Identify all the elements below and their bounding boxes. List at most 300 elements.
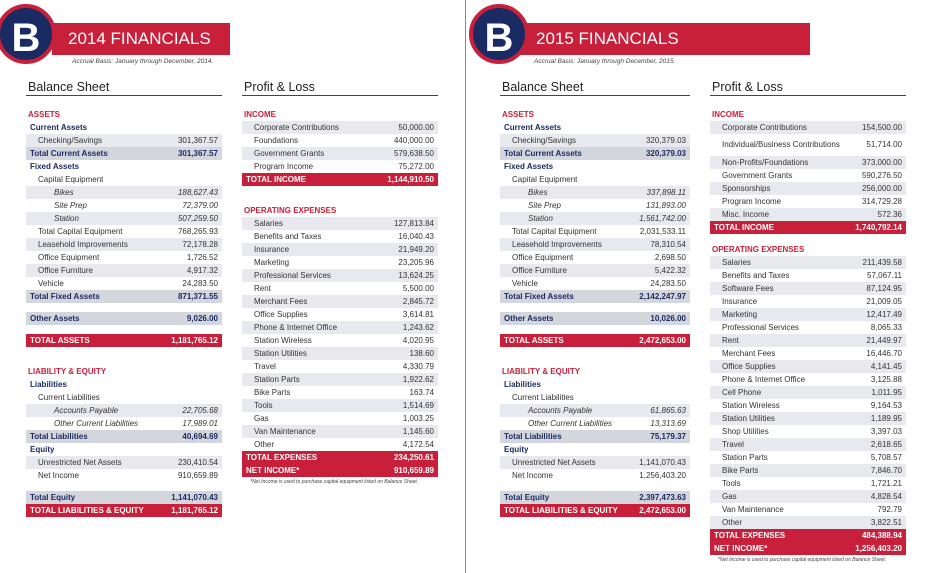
subtotal-row (500, 147, 690, 160)
row-value: 61,865.63 (650, 406, 686, 415)
table-row (710, 295, 906, 308)
row-label: Phone & Internet Office (254, 323, 338, 332)
total-row (242, 451, 438, 464)
row-label: Equity (504, 445, 529, 454)
subtotal-row (26, 491, 222, 504)
row-value: 1,145.60 (402, 427, 434, 436)
row-label: TOTAL INCOME (246, 175, 306, 184)
row-label: Software Fees (722, 284, 774, 293)
table-row (242, 438, 438, 451)
table-row (26, 404, 222, 417)
row-label: Site Prep (54, 201, 87, 210)
profit-loss-title: Profit & Loss (242, 80, 438, 96)
row-spacer (26, 347, 222, 356)
row-value: 211,439.58 (862, 258, 902, 267)
row-value: 507,259.50 (177, 214, 218, 223)
section-heading: OPERATING EXPENSES (244, 206, 337, 215)
table-row (500, 264, 690, 277)
table-row (500, 225, 690, 238)
row-value: 1,189.95 (870, 414, 902, 423)
row-spacer (500, 325, 690, 334)
table-row (242, 217, 438, 230)
table-row (26, 378, 222, 391)
row-value: 2,472,653.00 (639, 336, 686, 345)
subtotal-row (500, 430, 690, 443)
row-value: 301,367.57 (177, 149, 218, 158)
row-label: Bikes (528, 188, 548, 197)
table-row (710, 334, 906, 347)
table-row (500, 173, 690, 186)
row-label: Office Furniture (512, 266, 567, 275)
row-value: 5,708.57 (870, 453, 902, 462)
row-value: 230,410.54 (177, 458, 218, 467)
row-spacer (500, 482, 690, 491)
row-label: Merchant Fees (254, 297, 308, 306)
total-row (500, 504, 690, 517)
row-label: Other (254, 440, 275, 449)
row-value: 127,813.84 (393, 219, 434, 228)
table-row (710, 464, 906, 477)
table-row (710, 412, 906, 425)
table-row (242, 308, 438, 321)
table-row (242, 243, 438, 256)
row-value: 57,067.11 (867, 271, 902, 280)
row-value: 256,000.00 (861, 184, 902, 193)
row-label: Tools (254, 401, 273, 410)
row-label: TOTAL ASSETS (504, 336, 564, 345)
accrual-note: Accrual Basis: January through December, 2014. (72, 58, 214, 65)
row-spacer (26, 482, 222, 491)
row-spacer (26, 303, 222, 312)
row-value: 4,828.54 (870, 492, 902, 501)
table-row (710, 256, 906, 269)
row-label: Liabilities (504, 380, 541, 389)
row-value: 337,898.11 (646, 188, 686, 197)
row-label: Capital Equipment (512, 175, 578, 184)
row-label: Fixed Assets (30, 162, 80, 171)
row-value: 16,446.70 (866, 349, 902, 358)
row-spacer (500, 347, 690, 356)
subtotal-row (26, 290, 222, 303)
table-row (242, 230, 438, 243)
row-label: Rent (254, 284, 271, 293)
table-row (26, 212, 222, 225)
row-value: 590,276.50 (861, 171, 902, 180)
row-value: 154,500.00 (861, 123, 902, 132)
row-label: Fixed Assets (504, 162, 554, 171)
table-row (242, 386, 438, 399)
table-row (500, 443, 690, 456)
row-label: Accounts Payable (528, 406, 593, 415)
balance-rows (26, 108, 222, 517)
row-value: 3,397.03 (870, 427, 902, 436)
row-value: 23,205.96 (398, 258, 434, 267)
row-value: 3,614.81 (402, 310, 434, 319)
row-label: Total Capital Equipment (38, 227, 123, 236)
row-value: 234,250.61 (393, 453, 434, 462)
total-row (242, 464, 438, 477)
row-label: Marketing (722, 310, 758, 319)
table-row (26, 469, 222, 482)
row-value: 4,917.32 (186, 266, 218, 275)
row-value: 1,256,403.20 (639, 471, 686, 480)
table-row (26, 443, 222, 456)
row-value: 910,659.89 (393, 466, 434, 475)
section-heading: OPERATING EXPENSES (712, 245, 805, 254)
row-label: Other (722, 518, 743, 527)
row-label: Government Grants (254, 149, 325, 158)
row-value: 5,500.00 (402, 284, 434, 293)
subtotal-row (500, 491, 690, 504)
b-logo-icon: B (469, 4, 529, 64)
row-value: 13,313.69 (650, 419, 686, 428)
row-label: Vehicle (38, 279, 64, 288)
balance-sheet (26, 80, 222, 517)
table-row (710, 516, 906, 529)
row-label: Leasehold Improvements (512, 240, 602, 249)
row-spacer (500, 303, 690, 312)
row-value: 5,422.32 (654, 266, 686, 275)
table-row (500, 277, 690, 290)
balance-sheet (500, 80, 690, 517)
total-row (242, 173, 438, 186)
table-row (242, 134, 438, 147)
subtotal-row (26, 430, 222, 443)
row-label: Tools (722, 479, 741, 488)
row-value: 9,026.00 (186, 314, 218, 323)
report-title: 2014 FINANCIALS (52, 23, 230, 55)
row-label: Other Current Liabilities (528, 419, 613, 428)
row-label: Non-Profits/Foundations (722, 158, 809, 167)
total-row (710, 221, 906, 234)
row-label: Van Maintenance (722, 505, 784, 514)
table-row (500, 160, 690, 173)
section-heading: INCOME (244, 110, 276, 119)
report-2015 (466, 0, 932, 573)
table-row (26, 134, 222, 147)
row-label: Total Liabilities (30, 432, 88, 441)
row-label: Shop Utilities (722, 427, 769, 436)
row-value: 12,417.49 (866, 310, 902, 319)
section-heading: LIABILITY & EQUITY (502, 367, 581, 376)
table-row (710, 399, 906, 412)
row-value: 1,514.69 (402, 401, 434, 410)
row-value: 7,846.70 (870, 466, 902, 475)
row-value: 1,181,765.12 (171, 336, 218, 345)
row-label: Office Supplies (254, 310, 308, 319)
row-value: 16,040.43 (398, 232, 434, 241)
row-label: Station (528, 214, 553, 223)
row-value: 314,729.28 (861, 197, 902, 206)
row-label: Merchant Fees (722, 349, 776, 358)
row-label: Benefits and Taxes (722, 271, 790, 280)
table-row (242, 160, 438, 173)
accrual-note: Accrual Basis: January through December, 2015. (534, 58, 676, 65)
row-spacer (500, 356, 690, 365)
row-value: 4,330.79 (402, 362, 434, 371)
row-value: 1,256,403.20 (855, 544, 902, 553)
row-label: Total Fixed Assets (30, 292, 100, 301)
row-label: Total Equity (30, 493, 76, 502)
table-row (242, 373, 438, 386)
table-row (26, 251, 222, 264)
row-value: 50,000.00 (398, 123, 434, 132)
row-value: 3,822.51 (870, 518, 902, 527)
row-label: Capital Equipment (38, 175, 104, 184)
row-value: 40,694.69 (182, 432, 218, 441)
row-value: 440,000.00 (393, 136, 434, 145)
row-value: 75,179.37 (650, 432, 686, 441)
row-label: TOTAL EXPENSES (714, 531, 786, 540)
total-row (500, 334, 690, 347)
table-row (26, 456, 222, 469)
table-row (710, 195, 906, 208)
row-label: Total Capital Equipment (512, 227, 597, 236)
row-label: Corporate Contributions (722, 123, 807, 132)
row-value: 320,379.03 (645, 149, 686, 158)
row-label: Station Utilities (722, 414, 775, 423)
total-row (26, 334, 222, 347)
table-row (710, 386, 906, 399)
section-heading: ASSETS (28, 110, 61, 119)
row-value: 579,638.50 (393, 149, 434, 158)
total-row (710, 542, 906, 555)
row-label: Sponsorships (722, 184, 771, 193)
row-value: 1,922.62 (402, 375, 434, 384)
row-value: 3,125.88 (870, 375, 902, 384)
table-row (500, 186, 690, 199)
row-value: 1,011.95 (871, 388, 902, 397)
row-label: Office Supplies (722, 362, 776, 371)
table-row (710, 503, 906, 516)
row-label: Misc. Income (722, 210, 770, 219)
total-row (26, 504, 222, 517)
table-row (242, 399, 438, 412)
row-label: Travel (722, 440, 744, 449)
table-row (710, 121, 906, 134)
row-label: Net Income (38, 471, 79, 480)
row-label: Travel (254, 362, 276, 371)
row-value: 910,659.89 (177, 471, 218, 480)
row-label: Station Wireless (254, 336, 312, 345)
table-row (710, 451, 906, 464)
table-row (710, 169, 906, 182)
row-label: Station Parts (254, 375, 300, 384)
row-label: Salaries (254, 219, 283, 228)
row-label: Insurance (254, 245, 290, 254)
row-label: Station Parts (722, 453, 768, 462)
table-row (500, 212, 690, 225)
row-label: Bike Parts (254, 388, 291, 397)
net-income-footnote: *Net Income is used to purchase capital equipment listed on Balance Sheet. (250, 479, 419, 485)
row-value: 1,243.62 (402, 323, 434, 332)
row-value: 22,705.68 (182, 406, 218, 415)
b-logo-icon: B (0, 4, 56, 64)
table-row (242, 147, 438, 160)
row-value: 792.79 (877, 505, 902, 514)
subtotal-row (500, 290, 690, 303)
table-row (242, 321, 438, 334)
row-value: 72,379.00 (182, 201, 218, 210)
row-label: Van Maintenance (254, 427, 316, 436)
row-value: 1,721.21 (870, 479, 902, 488)
row-label: Equity (30, 445, 55, 454)
row-label: Current Assets (504, 123, 562, 132)
table-row (26, 391, 222, 404)
row-value: 320,379.03 (645, 136, 686, 145)
table-row (26, 186, 222, 199)
table-row (710, 269, 906, 282)
row-value: 51,714.00 (866, 140, 902, 149)
row-label: Leasehold Improvements (38, 240, 128, 249)
row-value: 9,164.53 (870, 401, 902, 410)
row-value: 75,272.00 (398, 162, 434, 171)
row-label: Bike Parts (722, 466, 759, 475)
report-title: 2015 FINANCIALS (520, 23, 810, 55)
row-label: Total Equity (504, 493, 550, 502)
table-row (710, 308, 906, 321)
table-row (242, 425, 438, 438)
table-row (242, 256, 438, 269)
row-value: 24,283.50 (650, 279, 686, 288)
row-label: TOTAL INCOME (714, 223, 774, 232)
row-value: 17,989.01 (182, 419, 218, 428)
table-row (710, 438, 906, 451)
row-label: Benefits and Taxes (254, 232, 322, 241)
table-row (242, 269, 438, 282)
table-row (26, 225, 222, 238)
table-row (500, 404, 690, 417)
row-spacer (710, 234, 906, 243)
row-value: 72,178.28 (182, 240, 218, 249)
row-value: 1,726.52 (186, 253, 218, 262)
row-label: Rent (722, 336, 739, 345)
row-value: 2,845.72 (402, 297, 434, 306)
row-value: 87,124.95 (866, 284, 902, 293)
row-label: Total Fixed Assets (504, 292, 574, 301)
row-value: 21,449.97 (866, 336, 902, 345)
row-spacer (242, 186, 438, 195)
profit-loss (710, 80, 906, 563)
row-label: Other Current Liabilities (54, 419, 139, 428)
table-row (26, 121, 222, 134)
row-value: 1,141,070.43 (171, 493, 218, 502)
row-spacer (26, 356, 222, 365)
table-row (26, 199, 222, 212)
row-label: Vehicle (512, 279, 538, 288)
table-row (710, 282, 906, 295)
row-label: Office Furniture (38, 266, 93, 275)
table-row (710, 425, 906, 438)
row-value: 484,388.94 (861, 531, 902, 540)
row-label: Phone & Internet Office (722, 375, 806, 384)
table-row (500, 134, 690, 147)
row-value: 2,472,653.00 (639, 506, 686, 515)
row-label: Current Liabilities (38, 393, 100, 402)
row-value: 871,371.55 (177, 292, 218, 301)
row-label: Other Assets (30, 314, 80, 323)
row-label: Total Current Assets (30, 149, 108, 158)
table-row (710, 156, 906, 169)
row-value: 1,740,792.14 (855, 223, 902, 232)
balance-rows (500, 108, 690, 517)
subtotal-row (26, 147, 222, 160)
row-value: 2,698.50 (654, 253, 686, 262)
row-value: 1,561,742.00 (639, 214, 686, 223)
row-value: 2,031,533.11 (639, 227, 686, 236)
row-value: 13,624.25 (398, 271, 434, 280)
row-value: 21,949.20 (398, 245, 434, 254)
row-label: NET INCOME* (714, 544, 768, 553)
table-row (26, 173, 222, 186)
row-label: Net Income (512, 471, 553, 480)
row-label: Cell Phone (722, 388, 762, 397)
row-label: Station Utilities (254, 349, 307, 358)
row-label: Gas (722, 492, 737, 501)
table-row (26, 264, 222, 277)
row-value: 1,141,070.43 (639, 458, 686, 467)
row-value: 4,020.95 (402, 336, 434, 345)
row-label: Bikes (54, 188, 74, 197)
row-value: 572.36 (877, 210, 902, 219)
table-row (26, 160, 222, 173)
table-row (242, 360, 438, 373)
table-row (242, 121, 438, 134)
row-label: Site Prep (528, 201, 561, 210)
table-row (242, 347, 438, 360)
row-label: Office Equipment (512, 253, 574, 262)
net-income-footnote: *Net Income is used to purchase capital equipment listed on Balance Sheet. (718, 557, 887, 563)
balance-sheet-title: Balance Sheet (500, 80, 690, 96)
row-label: Station Wireless (722, 401, 780, 410)
row-label: Current Liabilities (512, 393, 574, 402)
table-row (500, 199, 690, 212)
table-row (710, 321, 906, 334)
table-row (242, 295, 438, 308)
row-value: 21,009.05 (866, 297, 902, 306)
table-row (500, 456, 690, 469)
row-label: Total Current Assets (504, 149, 582, 158)
row-value: 1,003.25 (402, 414, 434, 423)
table-row (26, 417, 222, 430)
table-row (242, 282, 438, 295)
total-row (710, 529, 906, 542)
row-value: 2,397,473.63 (639, 493, 686, 502)
row-value: 188,627.43 (177, 188, 218, 197)
row-value: 4,141.45 (870, 362, 902, 371)
row-label: Accounts Payable (54, 406, 119, 415)
row-value: 1,144,910.50 (387, 175, 434, 184)
row-value: 24,283.50 (182, 279, 218, 288)
table-row (500, 378, 690, 391)
row-value: 4,172.54 (402, 440, 434, 449)
row-label: Salaries (722, 258, 751, 267)
row-value: 8,065.33 (870, 323, 902, 332)
table-row (242, 334, 438, 347)
row-value: 131,893.00 (645, 201, 686, 210)
table-row (710, 477, 906, 490)
row-value: 768,265.93 (177, 227, 218, 236)
profit-loss (242, 80, 438, 485)
pl-rows (242, 108, 438, 477)
subtotal-row (500, 312, 690, 325)
row-label: Station (54, 214, 79, 223)
row-label: TOTAL LIABILITIES & EQUITY (30, 506, 144, 515)
row-label: Insurance (722, 297, 758, 306)
row-label: Checking/Savings (38, 136, 103, 145)
table-row (500, 469, 690, 482)
table-row (26, 238, 222, 251)
